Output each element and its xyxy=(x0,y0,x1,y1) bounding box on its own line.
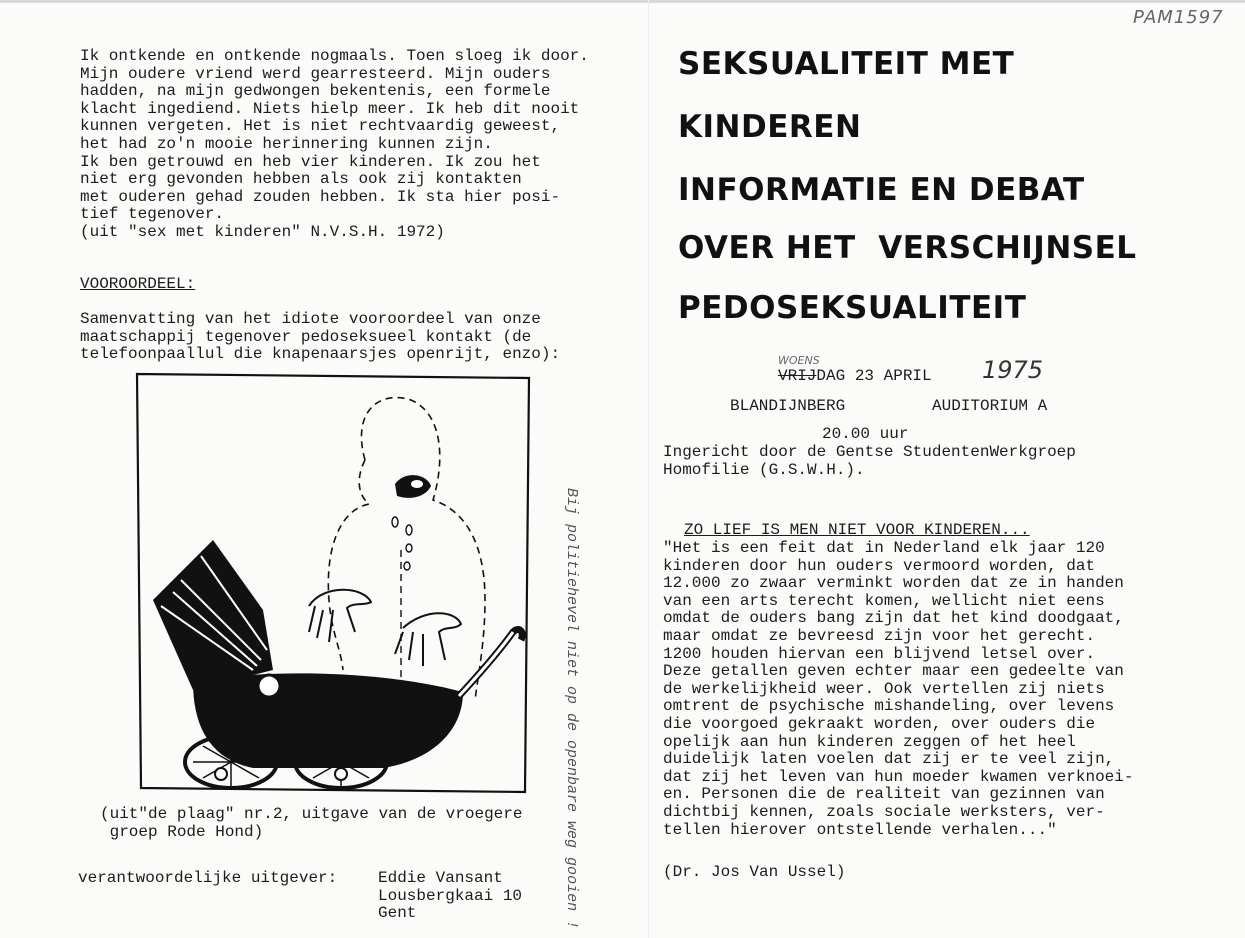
quote-line: de werkelijkheid weer. Ook vertellen zij niets xyxy=(663,679,1105,698)
organizer-line: Ingericht door de Gentse StudentenWerkgroep xyxy=(663,443,1076,461)
quote-line: en. Personen die de realiteit van gezinnen van xyxy=(663,785,1105,804)
page-top-edge xyxy=(0,0,1245,3)
publisher-line: Eddie Vansant xyxy=(378,869,503,887)
intro-line: Samenvatting van het idiote vooroordeel van onze xyxy=(80,310,541,328)
quote-line: Deze getallen geven echter maar een gedeelte van xyxy=(663,662,1124,681)
side-note-vertical: Bij politiehevel niet op de openbare weg gooien ! xyxy=(563,488,580,930)
drop xyxy=(392,517,398,527)
quote-line: dichtbij kennen, zoals sociale werksters, ver- xyxy=(663,802,1105,821)
left-hand xyxy=(309,590,371,642)
quote-line: omtrent de psychische mishandeling, over levens xyxy=(663,697,1115,716)
drop xyxy=(406,525,412,535)
left-quote xyxy=(80,48,589,242)
quote-line: het had zo'n mooie herinnering kunnen zijn. xyxy=(80,134,493,153)
quote-line: hadden, na mijn gedwongen bekentenis, een formele xyxy=(80,82,551,101)
drop xyxy=(406,544,412,552)
pram-hub xyxy=(258,675,280,697)
intro-text xyxy=(80,311,560,364)
figure-outline-left xyxy=(328,460,369,670)
publisher-address xyxy=(378,870,522,923)
section-heading-vooroordeel: VOOROORDEEL: xyxy=(80,275,196,293)
date-correction: WOENS xyxy=(778,354,820,367)
quote-line: niet erg gevonden hebben als ook zij kontakten xyxy=(80,170,522,189)
pram-hood xyxy=(153,540,273,690)
venue-room: AUDITORIUM A xyxy=(932,397,1048,415)
drop xyxy=(404,562,410,570)
quote-source: (Dr. Jos Van Ussel) xyxy=(663,863,846,881)
quote-line: omdat de ouders bang zijn dat het kind doodgaat, xyxy=(663,609,1124,628)
pram-wheel-right xyxy=(295,736,387,788)
quote-line: 12.000 zo zwaar verminkt worden dat ze in handen xyxy=(663,574,1124,593)
right-quote xyxy=(663,540,1133,839)
quote-line: Mijn oudere vriend werd gearresteerd. Mijn ouders xyxy=(80,64,551,83)
quote-line: (uit "sex met kinderen" N.V.S.H. 1972) xyxy=(80,222,445,241)
date-rest: DAG 23 APRIL xyxy=(816,367,932,385)
event-date xyxy=(778,368,932,386)
date-struck: VRIJ xyxy=(778,367,817,385)
quote-line: klacht ingediend. Niets hielp meer. Ik heb dit nooit xyxy=(80,99,580,118)
quote-line: kunnen vergeten. Het is niet rechtvaardig geweest, xyxy=(80,117,561,136)
quote-line: "Het is een feit dat in Nederland elk jaar 120 xyxy=(663,539,1105,557)
caption-line: groep Rode Hond) xyxy=(100,822,264,841)
quote-line: tief tegenover. xyxy=(80,205,225,224)
quote-line: maar omdat ze bevreesd zijn voor het gerecht. xyxy=(663,626,1096,645)
publisher-label: verantwoordelijke uitgever: xyxy=(78,869,338,887)
event-time: 20.00 uur xyxy=(822,425,909,443)
quote-line: met ouderen gehad zouden hebben. Ik sta hier posi- xyxy=(80,187,561,206)
title-line: SEKSUALITEIT MET xyxy=(678,46,1015,82)
right-hand xyxy=(395,613,461,666)
quote-line: Ik ben getrouwd en heb vier kinderen. Ik zou het xyxy=(80,152,541,171)
quote-line: 1200 houden hiervan een blijvend letsel over. xyxy=(663,644,1096,663)
title-line: PEDOSEKSUALITEIT xyxy=(678,290,1027,326)
figure-eye xyxy=(411,480,423,488)
venue: BLANDIJNBERG xyxy=(730,397,846,415)
title-line: OVER HET VERSCHIJNSEL xyxy=(678,230,1137,266)
date-year: 1975 xyxy=(982,356,1044,384)
caption-line: (uit"de plaag" nr.2, uitgave van de vroegere xyxy=(100,805,523,823)
title-line: KINDEREN xyxy=(678,109,862,145)
quote-heading: ZO LIEF IS MEN NIET VOOR KINDEREN... xyxy=(684,521,1030,539)
quote-line: duidelijk laten voelen dat zij er te veel zijn, xyxy=(663,750,1115,769)
title-line: INFORMATIE EN DEBAT xyxy=(678,172,1085,208)
quote-line: die voorgoed gekraakt worden, over ouders die xyxy=(663,714,1096,733)
archive-mark: PAM1597 xyxy=(1133,7,1224,28)
quote-line: kinderen door hun ouders vermoord worden, dat xyxy=(663,556,1096,575)
publisher-line: Gent xyxy=(378,904,417,923)
publisher-line: Lousbergkaai 10 xyxy=(378,886,523,905)
pram-wheel-left xyxy=(185,736,277,788)
page-fold xyxy=(648,0,649,938)
quote-line: dat zij het leven van hun moeder kwamen verknoei- xyxy=(663,767,1134,786)
quote-line: opelijk aan hun kinderen zeggen of het heel xyxy=(663,732,1076,751)
intro-line: maatschappij tegenover pedoseksueel kontakt (de xyxy=(80,327,532,346)
pram-handle-inner xyxy=(459,632,513,696)
quote-line: Ik ontkende en ontkende nogmaals. Toen sloeg ik door. xyxy=(80,47,589,65)
organizer xyxy=(663,444,1076,479)
cartoon-illustration xyxy=(133,370,533,800)
quote-line: tellen hierover ontstellende verhalen..." xyxy=(663,820,1057,839)
illustration-caption xyxy=(100,806,522,841)
organizer-line: Homofilie (G.S.W.H.). xyxy=(663,460,865,479)
intro-line: telefoonpaallul die knapenaarsjes openrijt, enzo): xyxy=(80,345,561,364)
quote-line: van een arts terecht komen, wellicht niet eens xyxy=(663,591,1105,610)
